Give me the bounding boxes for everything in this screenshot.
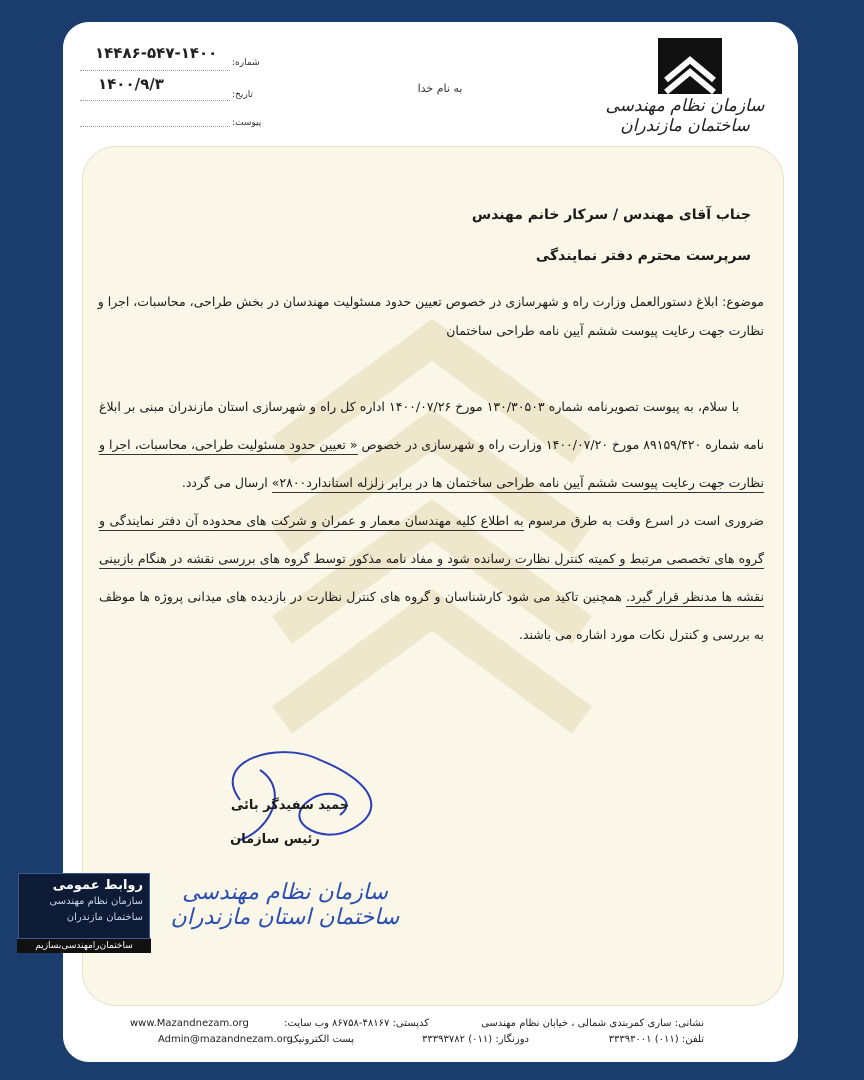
- postal-label: کدپستی:: [392, 1018, 429, 1029]
- phone-value: (۰۱۱) ۳۳۳۹۳۰۰۱: [608, 1034, 679, 1045]
- footer-website-label: وب سایت:: [284, 1018, 329, 1029]
- attachment-label: پیوست:: [232, 118, 262, 128]
- pr-title: روابط عمومی: [52, 878, 143, 893]
- phone-label: تلفن:: [681, 1034, 704, 1045]
- pr-slogan: ساختمان‌را‌مهندسی‌بسازیم: [17, 938, 151, 953]
- attachment-line: [80, 126, 230, 127]
- pr-org-line-1: سازمان نظام مهندسی: [49, 896, 143, 907]
- paragraph-1-quoted-title: « تعیین حدود مسئولیت طراحی، محاسبات، اجرا و نظارت جهت رعایت پیوست ششم آیین نامه طراحی ساختمان ها در برابر زلزله استاندارد۲۸۰۰»: [99, 437, 764, 493]
- address-label: نشانی:: [674, 1018, 704, 1029]
- address-value: ساری کمربندی شمالی ، خیابان نظام مهندسی: [481, 1018, 672, 1029]
- signatory-title: رئیس سازمان: [230, 832, 320, 847]
- paragraph-2-underlined: به اطلاع کلیه مهندسان معمار و عمران و شرکت های محدوده آن دفتر نمایندگی و گروه های تخصصی مرتبط و کمیته کنترل نظارت رسانده شود و مفاد نامه مذکور توسط گروه های بررسی نقشه در هنگام بازبینی نقشه ها مدنظر قرار گیرد.: [99, 513, 764, 607]
- number-line: [80, 70, 230, 71]
- paragraph-1: [99, 388, 764, 502]
- letter-body: [99, 388, 764, 654]
- fax-value: (۰۱۱) ۳۳۳۹۳۷۸۲: [422, 1034, 493, 1045]
- website-link[interactable]: www.Mazandnezam.org: [130, 1018, 249, 1029]
- footer-postal: [332, 1018, 429, 1029]
- paragraph-2-intro: ضروری است در اسرع وقت به طرق مرسوم: [523, 513, 765, 528]
- footer-fax: [422, 1034, 529, 1045]
- bismillah: به نام خدا: [417, 82, 463, 95]
- paragraph-1-intro: با سلام، به پیوست تصویرنامه شماره ۱۳۰/۳۰۵۰۳ مورخ ۱۴۰۰/۰۷/۲۶ اداره کل راه و شهرسازی استان مازندران مبنی بر ابلاغ نامه شماره ۸۹۱۵۹/۴۲۰ مورخ ۱۴۰۰/۰۷/۲۰ وزارت راه و شهرسازی در خصوص: [99, 399, 764, 452]
- salutation-line-2: سرپرست محترم دفتر نمایندگی: [535, 248, 751, 264]
- footer-address: [481, 1018, 704, 1029]
- date-line: [80, 100, 230, 101]
- email-link[interactable]: Admin@mazandnezam.org: [158, 1034, 293, 1045]
- pr-org-line-2: ساختمان مازندران: [66, 912, 143, 923]
- footer-email-label: پست الکترونیک:: [286, 1034, 354, 1045]
- salutation-line-1: جناب آقای مهندس / سرکار خانم مهندس: [471, 207, 751, 223]
- paragraph-1-end: ارسال می گردد.: [181, 475, 272, 490]
- fax-label: دورنگار:: [495, 1034, 529, 1045]
- paragraph-2: [99, 502, 764, 654]
- postal-value: ۴۸۱۶۷-۸۶۷۵۸: [332, 1018, 390, 1029]
- letter-date: ۱۴۰۰/۹/۳: [98, 75, 164, 93]
- public-relations-badge: [18, 873, 150, 953]
- number-label: شماره:: [232, 58, 260, 68]
- letter-subject: موضوع: ابلاغ دستورالعمل وزارت راه و شهرسازی در خصوص تعیین حدود مسئولیت مهندسان در بخش طراحی، محاسبات، اجرا و نظارت جهت رعایت پیوست ششم آیین نامه طراحی ساختمان: [97, 294, 764, 338]
- footer-phone: [609, 1034, 704, 1045]
- letter-number: ۱۴۴۸۶-۵۴۷-۱۴۰۰: [95, 44, 218, 62]
- signatory-name: حمید سفیدگر بائی: [230, 798, 350, 813]
- organization-stamp: سازمان نظام مهندسی ساختمان استان مازندران: [170, 880, 400, 930]
- paragraph-2-end: همچنین تاکید می شود کارشناسان و گروه های کنترل نظارت در بازدیده های میدانی پروژه ها موظف به بررسی و کنترل نکات مورد اشاره می باشند.: [99, 589, 764, 642]
- organization-name: سازمان نظام مهندسی ساختمان مازندران: [605, 96, 765, 136]
- date-label: تاریخ:: [232, 90, 253, 100]
